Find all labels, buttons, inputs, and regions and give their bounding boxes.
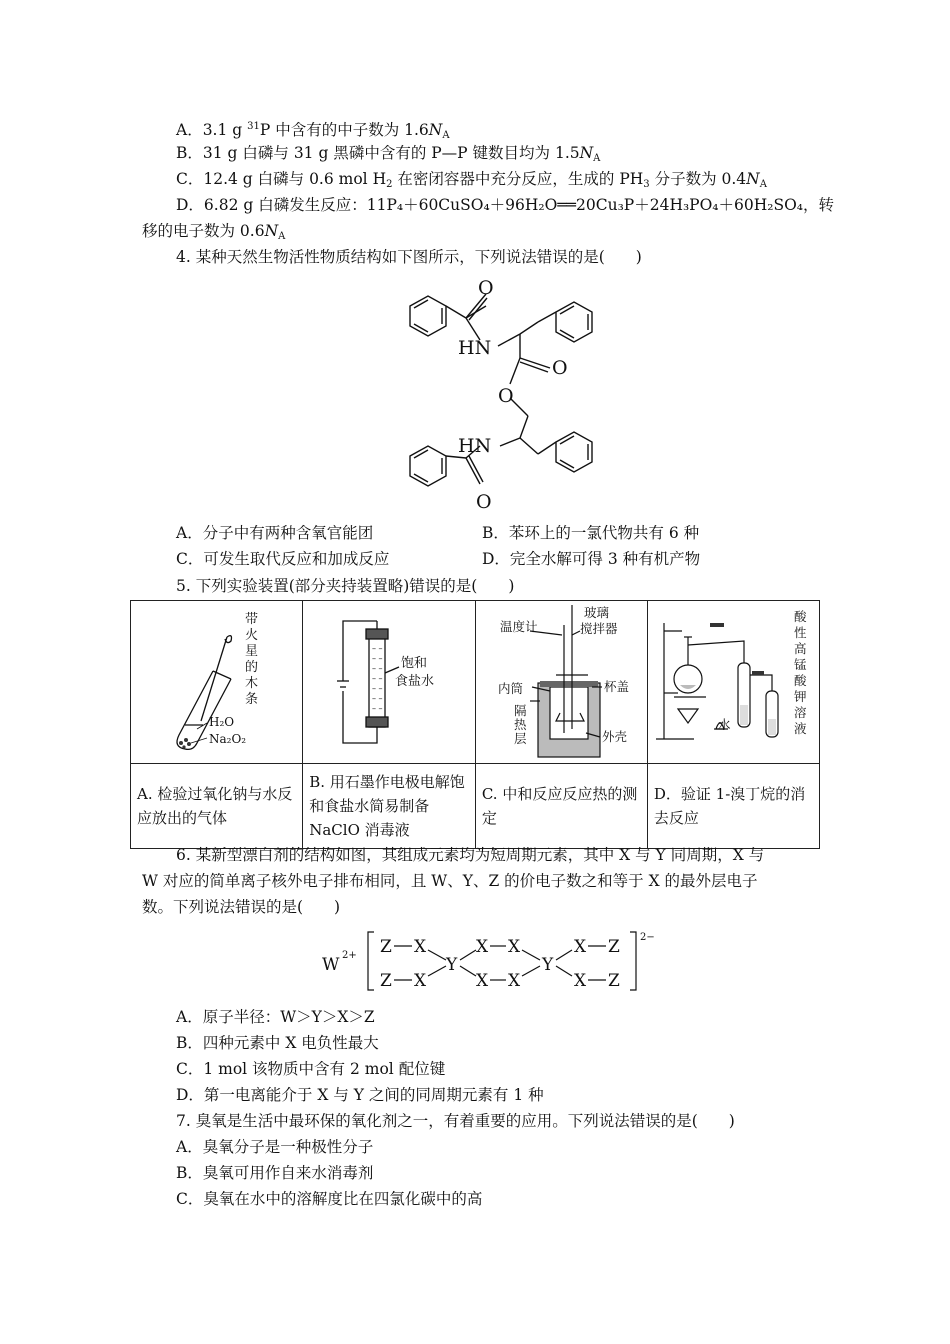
svg-text:X: X <box>574 937 587 957</box>
q3-option-d: D．6.82 g 白磷发生反应：11P₄＋60CuSO₄＋96H₂O══20Cu₃P＋24H₃PO₄＋60H₂SO₄，转 <box>176 196 835 214</box>
svg-text:– –: – – <box>372 694 383 703</box>
svg-text:火: 火 <box>245 628 259 643</box>
svg-text:X: X <box>414 971 427 991</box>
svg-text:O: O <box>498 385 514 407</box>
q4-option-c: C．可发生取代反应和加成反应 <box>176 550 390 568</box>
q6-stem-line1: 6. 某新型漂白剂的结构如图，其组成元素均为短周期元素，其中 X 与 Y 同周期，X 与 <box>176 846 765 864</box>
svg-text:木: 木 <box>245 676 259 691</box>
svg-text:X: X <box>508 971 521 991</box>
q5-caption-a: A. 检验过氧化钠与水反应放出的气体 <box>131 764 303 849</box>
svg-text:HN: HN <box>458 435 492 457</box>
q6-stem-line2: W 对应的简单离子核外电子排布相同，且 W、Y、Z 的价电子数之和等于 X 的最外层电子 <box>142 872 758 890</box>
svg-text:锰: 锰 <box>793 657 807 672</box>
svg-text:杯盖: 杯盖 <box>603 679 629 694</box>
q5-stem: 5. 下列实验装置(部分夹持装置略)错误的是( ) <box>176 577 515 595</box>
svg-text:X: X <box>476 937 489 957</box>
svg-text:W: W <box>322 955 340 975</box>
svg-text:酸: 酸 <box>793 609 807 624</box>
svg-text:O: O <box>476 491 492 513</box>
svg-text:Y: Y <box>542 955 554 975</box>
svg-text:性: 性 <box>793 625 807 640</box>
svg-text:带: 带 <box>245 612 259 627</box>
svg-text:– –: – – <box>372 674 383 683</box>
q6-option-a: A．原子半径：W＞Y＞X＞Z <box>176 1008 375 1026</box>
svg-text:– –: – – <box>372 704 383 713</box>
svg-text:钾: 钾 <box>793 689 807 704</box>
q5-caption-c: C. 中和反应反应热的测定 <box>475 764 647 849</box>
svg-text:Y: Y <box>446 955 458 975</box>
svg-text:X: X <box>414 937 427 957</box>
svg-text:温度计: 温度计 <box>499 619 538 634</box>
q3-option-c: C．12.4 g 白磷与 0.6 mol $H_2$ 在密闭容器中充分反应，生成的 $PH_3$ 分子数为 $0.4N_A$ <box>176 170 767 190</box>
q5-figure-a <box>131 601 302 763</box>
q5-caption-d: D．验证 1-溴丁烷的消去反应 <box>647 764 819 849</box>
svg-text:Z: Z <box>380 971 392 991</box>
q6-option-c: C．1 mol 该物质中含有 2 mol 配位键 <box>176 1060 446 1078</box>
svg-text:液: 液 <box>793 721 807 736</box>
svg-text:O: O <box>478 277 494 299</box>
svg-text:隔: 隔 <box>513 703 527 718</box>
svg-text:Z: Z <box>608 937 620 957</box>
svg-text:2−: 2− <box>640 932 655 943</box>
svg-text:星: 星 <box>245 644 259 659</box>
svg-text:– –: – – <box>372 684 383 693</box>
svg-text:外壳: 外壳 <box>601 729 627 744</box>
svg-text:2+: 2+ <box>342 950 357 961</box>
svg-text:O: O <box>552 357 568 379</box>
q7-stem: 7. 臭氧是生活中最环保的氧化剂之一，有着重要的应用。下列说法错误的是( ) <box>176 1112 735 1130</box>
q3-option-a: A．3.1 g $^{31}$P 中含有的中子数为 $1.6N_A$ <box>176 121 450 141</box>
svg-text:水: 水 <box>717 717 731 732</box>
q5-figure-b <box>303 601 474 763</box>
q4-option-d: D．完全水解可得 3 种有机产物 <box>482 550 701 568</box>
q6-option-d: D．第一电离能介于 X 与 Y 之间的同周期元素有 1 种 <box>176 1086 544 1104</box>
svg-text:HN: HN <box>458 337 492 359</box>
q7-option-b: B．臭氧可用作自来水消毒剂 <box>176 1164 374 1182</box>
q7-option-a: A．臭氧分子是一种极性分子 <box>176 1138 374 1156</box>
svg-text:玻璃: 玻璃 <box>583 605 609 620</box>
q5-caption-b: B. 用石墨作电极电解饱和食盐水简易制备 NaClO 消毒液 <box>303 764 476 849</box>
svg-text:– –: – – <box>372 654 383 663</box>
svg-text:X: X <box>508 937 521 957</box>
q5-figure-b-cell <box>303 601 476 764</box>
q5-figure-d-cell <box>647 601 819 764</box>
q6-stem-line3: 数。下列说法错误的是( ) <box>142 898 341 916</box>
q4-option-b: B．苯环上的一氯代物共有 6 种 <box>482 524 700 542</box>
svg-text:的: 的 <box>245 660 259 675</box>
svg-text:酸: 酸 <box>793 673 807 688</box>
q5-figure-a-cell <box>131 601 303 764</box>
svg-text:内筒: 内筒 <box>497 681 523 696</box>
q5-figure-d <box>648 601 819 763</box>
svg-text:Z: Z <box>608 971 620 991</box>
q5-apparatus-table <box>130 600 820 849</box>
q3-option-d-cont: 移的电子数为 $0.6N_A$ <box>142 222 286 242</box>
svg-text:– –: – – <box>372 644 383 653</box>
svg-text:食盐水: 食盐水 <box>395 674 435 689</box>
q4-stem: 4. 某种天然生物活性物质结构如下图所示，下列说法错误的是( ) <box>176 248 642 266</box>
svg-text:Na₂O₂: Na₂O₂ <box>209 732 247 746</box>
svg-text:X: X <box>476 971 489 991</box>
svg-text:– –: – – <box>372 664 383 673</box>
svg-text:搅拌器: 搅拌器 <box>579 621 618 636</box>
q6-option-b: B．四种元素中 X 电负性最大 <box>176 1034 379 1052</box>
svg-text:饱和: 饱和 <box>401 656 428 671</box>
q4-option-a: A．分子中有两种含氧官能团 <box>176 524 374 542</box>
q4-molecule-structure <box>380 272 620 520</box>
svg-text:热: 热 <box>513 717 527 732</box>
q5-figure-c <box>476 601 647 763</box>
svg-text:溶: 溶 <box>793 705 807 720</box>
svg-text:条: 条 <box>245 692 259 707</box>
q3-option-b: B．31 g 白磷与 31 g 黑磷中含有的 P—P 键数目均为 $1.5N_A$ <box>176 144 601 164</box>
q5-figure-c-cell <box>475 601 647 764</box>
svg-text:层: 层 <box>513 731 527 746</box>
svg-text:高: 高 <box>793 641 807 656</box>
svg-text:Z: Z <box>380 937 392 957</box>
q7-option-c: C．臭氧在水中的溶解度比在四氯化碳中的高 <box>176 1190 483 1208</box>
q6-ion-structure <box>318 926 658 998</box>
svg-text:X: X <box>574 971 587 991</box>
svg-text:H₂O: H₂O <box>209 715 235 729</box>
